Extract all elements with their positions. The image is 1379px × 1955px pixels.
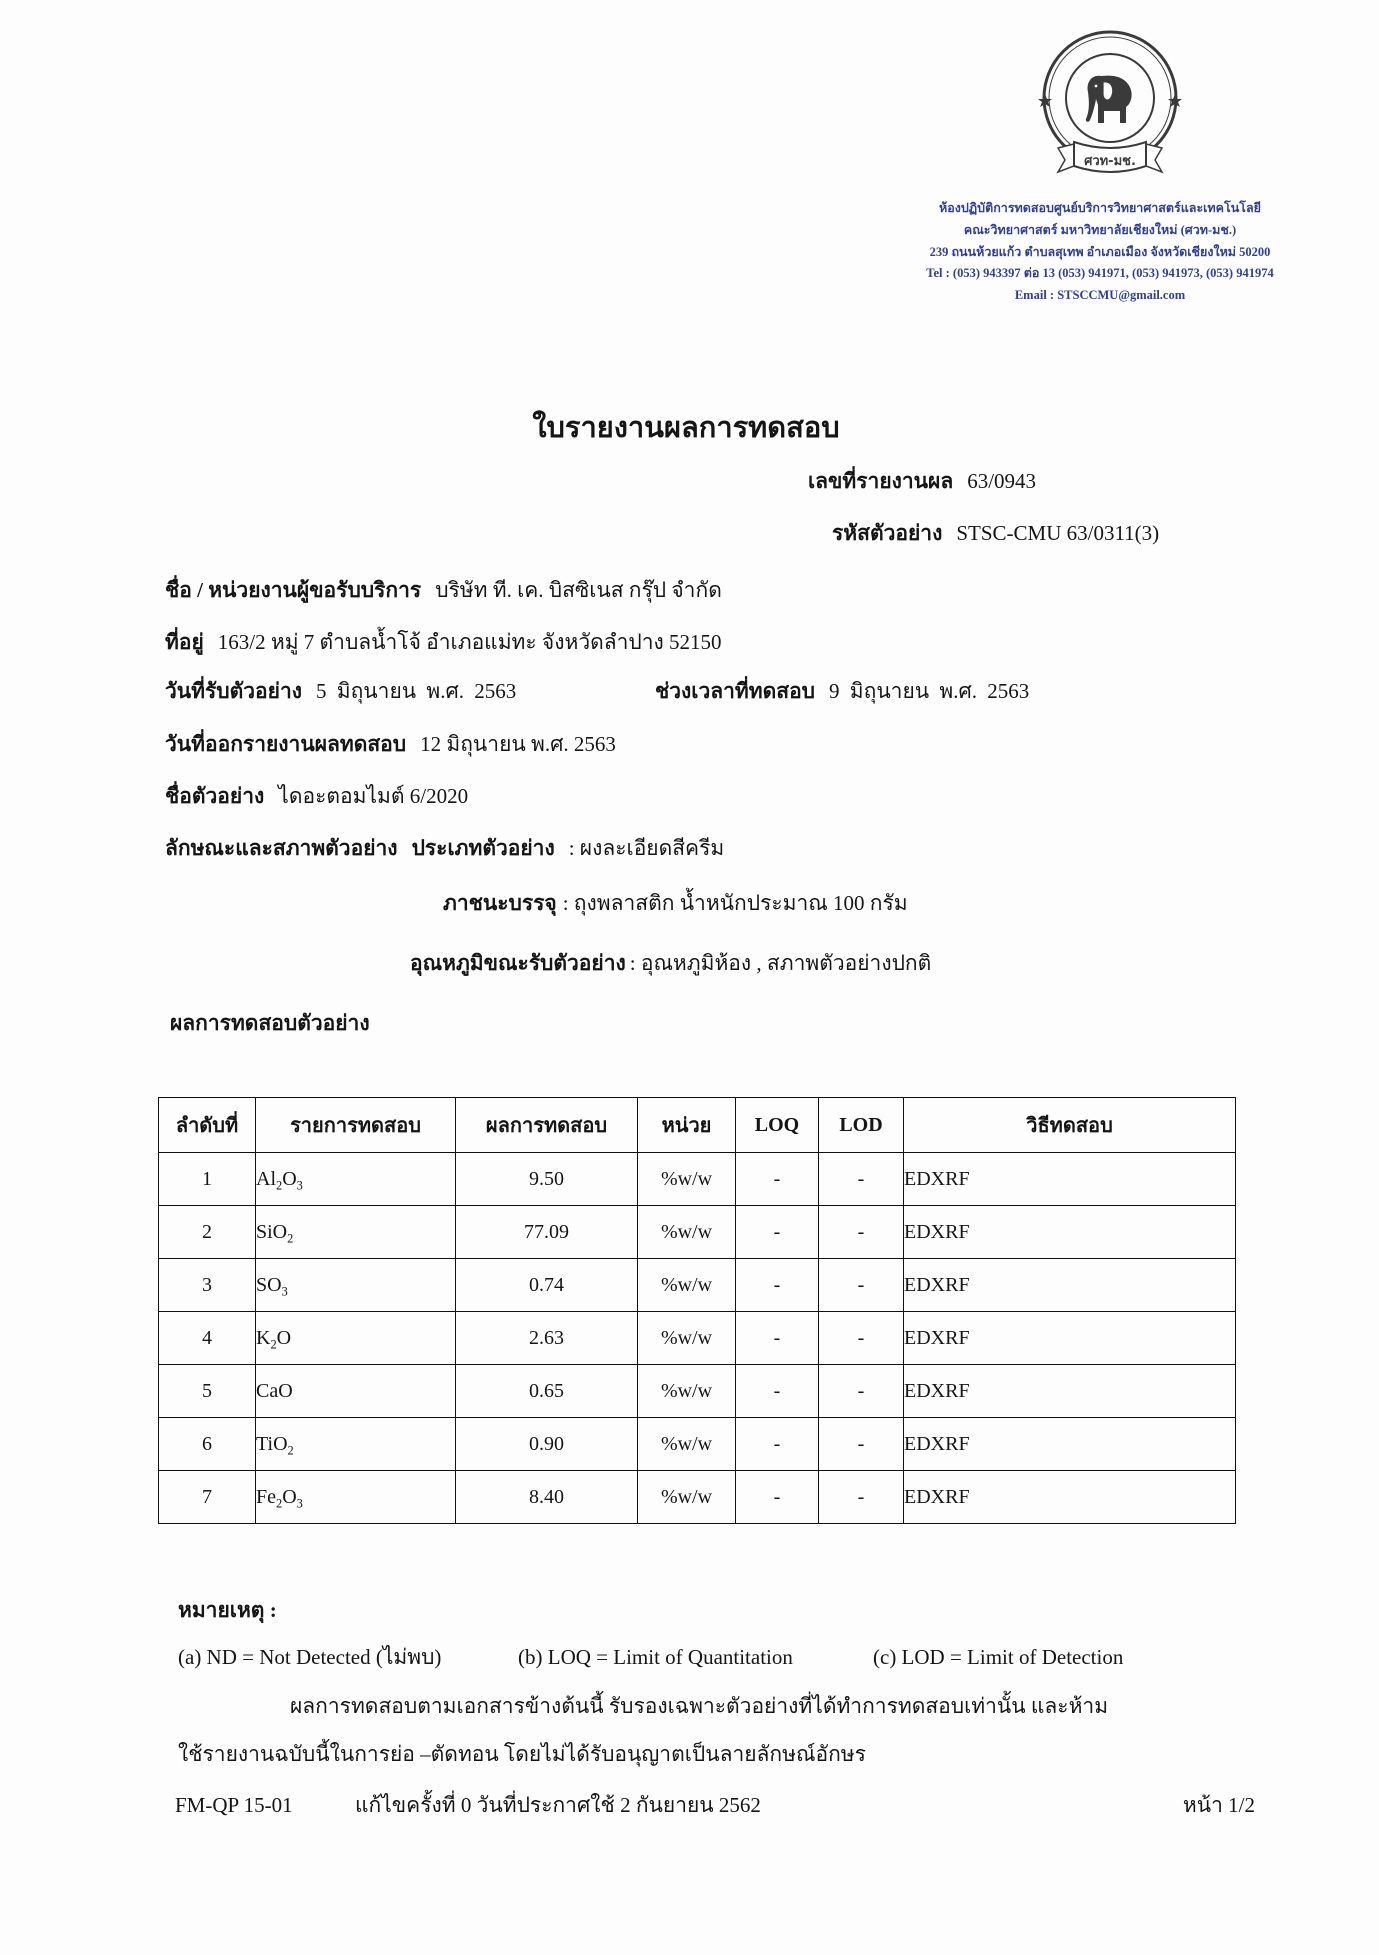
client-label: ชื่อ / หน่วยงานผู้ขอรับบริการ [165,578,422,602]
temperature-value: : อุณหภูมิห้อง , สภาพตัวอย่างปกติ [629,951,932,975]
cell-lod: - [819,1471,904,1524]
report-number-label: เลขที่รายงานผล [808,469,954,493]
cell-lod: - [819,1365,904,1418]
cell-test-item: $SO_3$ [256,1259,456,1312]
client-name: บริษัท ที. เค. บิสซิเนส กรุ๊ป จำกัด [435,578,722,602]
disclaimer-line-1: ผลการทดสอบตามเอกสารข้างต้นนี้ รับรองเฉพาะตัวอย่างที่ได้ทำการทดสอบเท่านั้น และห้าม [290,1694,1109,1718]
table-row [159,1312,1236,1365]
sample-code: STSC-CMU 63/0311(3) [956,521,1160,545]
temperature-label: อุณหภูมิขณะรับตัวอย่าง [410,951,626,975]
cell-method: EDXRF [904,1471,1236,1524]
cell-unit: %w/w [638,1365,736,1418]
cell-method: EDXRF [904,1365,1236,1418]
cell-no: 3 [159,1259,256,1312]
cell-result: 0.65 [456,1365,638,1418]
sample-condition-line [165,834,724,862]
header-test-item: รายการทดสอบ [256,1098,456,1153]
cell-no: 4 [159,1312,256,1365]
sample-type-label: ประเภทตัวอย่าง [411,836,555,860]
results-table [158,1097,1236,1524]
cell-result: 0.90 [456,1418,638,1471]
seal-ribbon-text: ศวท-มช. [1084,154,1136,169]
cell-loq: - [736,1312,819,1365]
container-label: ภาชนะบรรจุ [443,891,557,915]
cell-test-item: $Al_2O_3$ [256,1153,456,1206]
laboratory-seal [1030,20,1190,185]
test-period-label: ช่วงเวลาที่ทดสอบ [655,679,816,703]
cell-loq: - [736,1418,819,1471]
cell-test-item: SiO$_2$ [256,1206,456,1259]
sample-type: : ผงละเอียดสีครีม [568,836,725,860]
cell-method: EDXRF [904,1206,1236,1259]
lab-email: Email : STSCCMU@gmail.com [1014,288,1186,302]
cell-method: EDXRF [904,1312,1236,1365]
issue-date: 12 มิถุนายน พ.ศ. 2563 [420,732,616,756]
cell-lod: - [819,1259,904,1312]
cell-test-item: CaO [256,1365,456,1418]
cell-unit: %w/w [638,1471,736,1524]
sample-condition-label: ลักษณะและสภาพตัวอย่าง [165,836,398,860]
received-date-line [165,677,516,705]
cell-loq: - [736,1206,819,1259]
header-loq: LOQ [736,1098,819,1153]
page-number: หน้า 1/2 [1182,1793,1255,1817]
cell-result: 0.74 [456,1259,638,1312]
cell-unit: %w/w [638,1418,736,1471]
lab-faculty: คณะวิทยาศาสตร์ มหาวิทยาลัยเชียงใหม่ (ศวท-มช.) [963,223,1237,237]
lab-name: ห้องปฏิบัติการทดสอบศูนย์บริการวิทยาศาสตร์และเทคโนโลยี [939,201,1261,215]
cell-result: 8.40 [456,1471,638,1524]
results-table-body [159,1153,1236,1524]
report-number-line [808,467,1036,495]
sample-name: ไดอะตอมไมต์ 6/2020 [278,784,469,808]
cell-unit: %w/w [638,1259,736,1312]
container-line [443,889,908,917]
cell-no: 5 [159,1365,256,1418]
table-row [159,1206,1236,1259]
cell-test-item: TiO$_2$ [256,1418,456,1471]
cell-test-item: $Fe_2O_3$ [256,1471,456,1524]
disclaimer-line-2: ใช้รายงานฉบับนี้ในการย่อ –ตัดทอน โดยไม่ได้รับอนุญาตเป็นลายลักษณ์อักษร [178,1742,866,1766]
results-heading: ผลการทดสอบตัวอย่าง [170,1011,370,1035]
address-line [165,628,722,656]
abbreviation-nd: (a) ND = Not Detected (ไม่พบ) [178,1645,442,1669]
client-address: 163/2 หมู่ 7 ตำบลน้ำโจ้ อำเภอแม่ทะ จังหวัดลำปาง 52150 [217,630,722,654]
sample-name-label: ชื่อตัวอย่าง [165,784,265,808]
container-value: : ถุงพลาสติก น้ำหนักประมาณ 100 กรัม [562,891,908,915]
cell-result: 9.50 [456,1153,638,1206]
test-period-line [655,677,1029,705]
cell-no: 1 [159,1153,256,1206]
sample-code-line [832,519,1159,547]
cell-loq: - [736,1471,819,1524]
cell-lod: - [819,1206,904,1259]
sample-name-line [165,782,468,810]
cell-lod: - [819,1418,904,1471]
notes-heading: หมายเหตุ : [178,1598,277,1622]
form-code: FM-QP 15-01 [175,1793,293,1817]
test-period: 9 มิถุนายน พ.ศ. 2563 [829,679,1030,703]
received-date-label: วันที่รับตัวอย่าง [165,679,302,703]
table-row [159,1153,1236,1206]
header-result: ผลการทดสอบ [456,1098,638,1153]
table-row [159,1418,1236,1471]
cell-unit: %w/w [638,1206,736,1259]
header-unit: หน่วย [638,1098,736,1153]
client-line [165,576,722,604]
table-header-row [159,1098,1236,1153]
cell-method: EDXRF [904,1418,1236,1471]
cell-loq: - [736,1365,819,1418]
lab-address: 239 ถนนห้วยแก้ว ตำบลสุเทพ อำเภอเมือง จังหวัดเชียงใหม่ 50200 [929,245,1271,259]
report-title: ใบรายงานผลการทดสอบ [532,412,840,444]
revision-info: แก้ไขครั้งที่ 0 วันที่ประกาศใช้ 2 กันยายน 2562 [355,1793,761,1817]
cell-lod: - [819,1312,904,1365]
cell-lod: - [819,1153,904,1206]
cell-loq: - [736,1259,819,1312]
sample-code-label: รหัสตัวอย่าง [832,521,943,545]
received-date: 5 มิถุนายน พ.ศ. 2563 [316,679,517,703]
lab-telephone: Tel : (053) 943397 ต่อ 13 (053) 941971, (053) 941973, (053) 941974 [926,266,1274,280]
table-row [159,1259,1236,1312]
cell-unit: %w/w [638,1312,736,1365]
cell-loq: - [736,1153,819,1206]
cell-method: EDXRF [904,1153,1236,1206]
cell-test-item: $K_2O$ [256,1312,456,1365]
address-label: ที่อยู่ [165,630,204,654]
cell-no: 6 [159,1418,256,1471]
abbreviation-lod: (c) LOD = Limit of Detection [873,1645,1124,1669]
abbreviation-loq: (b) LOQ = Limit of Quantitation [518,1645,793,1669]
header-no: ลำดับที่ [159,1098,256,1153]
issue-date-line [165,730,616,758]
issue-date-label: วันที่ออกรายงานผลทดสอบ [165,732,407,756]
cell-result: 2.63 [456,1312,638,1365]
seal-ribbon [1058,142,1162,172]
table-row [159,1365,1236,1418]
cell-unit: %w/w [638,1153,736,1206]
cell-result: 77.09 [456,1206,638,1259]
cell-no: 7 [159,1471,256,1524]
cell-no: 2 [159,1206,256,1259]
cell-method: EDXRF [904,1259,1236,1312]
elephant-icon [1086,76,1132,123]
report-number: 63/0943 [967,469,1037,493]
header-lod: LOD [819,1098,904,1153]
table-row [159,1471,1236,1524]
temperature-line [410,949,931,977]
header-method: วิธีทดสอบ [904,1098,1236,1153]
